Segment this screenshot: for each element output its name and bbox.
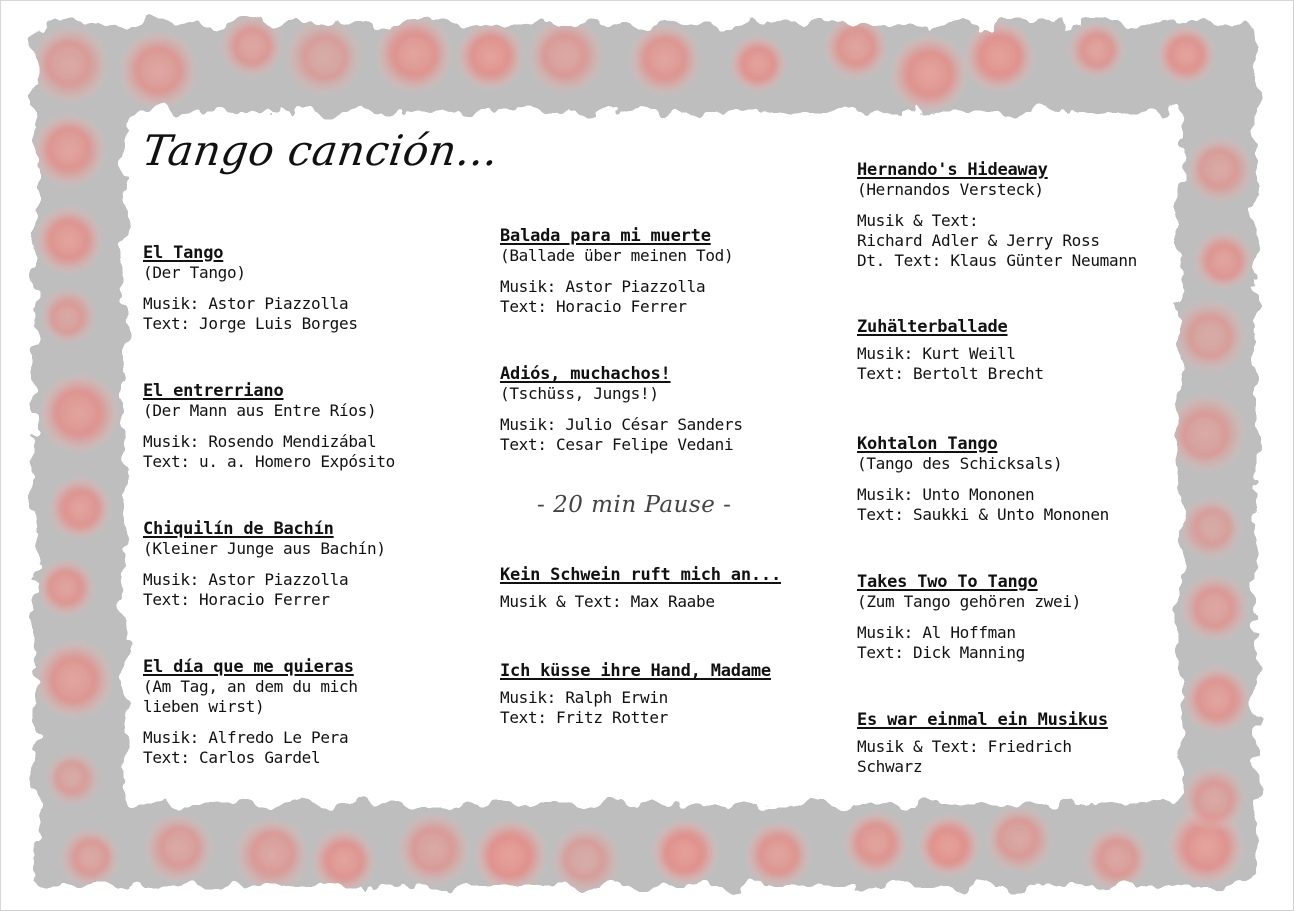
song-credits	[143, 728, 413, 768]
song-title: Es war einmal ein Musikus	[857, 710, 1108, 730]
song-subtitle: (Kleiner Junge aus Bachín)	[143, 539, 386, 558]
song-subtitle: (Zum Tango gehören zwei)	[857, 592, 1081, 611]
song-entry	[500, 661, 830, 728]
song-entry	[143, 657, 413, 768]
credit-line: Text: Carlos Gardel	[143, 748, 321, 767]
credit-line: Musik: Alfredo Le Pera	[143, 728, 349, 747]
credit-line: Text: u. a. Homero Expósito	[143, 452, 395, 471]
credit-line: Dt. Text: Klaus Günter Neumann	[857, 251, 1137, 270]
intermission-note: - 20 min Pause -	[537, 492, 732, 518]
song-title: Zuhälterballade	[857, 317, 1008, 337]
credit-line: Musik: Astor Piazzolla	[143, 294, 349, 313]
song-entry	[857, 710, 1108, 777]
credit-line: Text: Horacio Ferrer	[143, 590, 330, 609]
song-credits	[500, 688, 830, 728]
song-title: El Tango	[143, 243, 224, 263]
song-entry	[857, 160, 1187, 271]
credit-line: Musik: Astor Piazzolla	[500, 277, 706, 296]
song-credits	[500, 277, 830, 317]
song-entry	[500, 565, 830, 612]
credit-line: Musik & Text: Friedrich Schwarz	[857, 737, 1072, 776]
credit-line: Text: Saukki & Unto Mononen	[857, 505, 1109, 524]
credit-line: Musik: Kurt Weill	[857, 344, 1016, 363]
song-title: Kohtalon Tango	[857, 434, 998, 454]
song-entry	[143, 243, 473, 334]
song-title: Takes Two To Tango	[857, 572, 1038, 592]
song-title: Hernando's Hideaway	[857, 160, 1048, 180]
song-entry	[143, 519, 473, 610]
song-title: Chiquilín de Bachín	[143, 519, 334, 539]
song-subtitle: (Tango des Schicksals)	[857, 454, 1063, 473]
song-credits	[857, 623, 1187, 663]
song-title: Balada para mi muerte	[500, 226, 711, 246]
credit-line: Musik: Astor Piazzolla	[143, 570, 349, 589]
song-entry	[500, 364, 830, 455]
credit-line: Musik & Text: Max Raabe	[500, 592, 715, 611]
song-credits	[857, 737, 1092, 777]
credit-line: Text: Horacio Ferrer	[500, 297, 687, 316]
song-title: Kein Schwein ruft mich an...	[500, 565, 781, 585]
credit-line: Musik: Ralph Erwin	[500, 688, 668, 707]
song-title: El entrerriano	[143, 381, 284, 401]
page-title: Tango canción...	[139, 126, 502, 175]
credit-line: Text: Bertolt Brecht	[857, 364, 1044, 383]
song-subtitle: (Ballade über meinen Tod)	[500, 246, 734, 265]
credit-line: Richard Adler & Jerry Ross	[857, 231, 1100, 250]
song-credits	[143, 294, 473, 334]
song-credits	[857, 211, 1187, 271]
credit-line: Musik: Al Hoffman	[857, 623, 1016, 642]
credit-line: Musik: Unto Mononen	[857, 485, 1035, 504]
song-credits	[500, 415, 830, 455]
credit-line: Musik & Text:	[857, 211, 979, 230]
song-title: El día que me quieras	[143, 657, 354, 677]
song-entry	[500, 226, 830, 317]
song-credits	[500, 592, 830, 612]
credit-line: Musik: Rosendo Mendizábal	[143, 432, 377, 451]
credit-line: Text: Dick Manning	[857, 643, 1025, 662]
song-title: Ich küsse ihre Hand, Madame	[500, 661, 771, 681]
credit-line: Text: Fritz Rotter	[500, 708, 668, 727]
song-credits	[857, 485, 1187, 525]
song-subtitle: (Der Tango)	[143, 263, 246, 282]
credit-line: Text: Jorge Luis Borges	[143, 314, 358, 333]
song-credits	[857, 344, 1187, 384]
song-subtitle: (Der Mann aus Entre Ríos)	[143, 401, 377, 420]
song-entry	[143, 381, 473, 472]
song-subtitle: (Hernandos Versteck)	[857, 180, 1044, 199]
song-subtitle: (Am Tag, an dem du mich lieben wirst)	[143, 677, 358, 716]
credit-line: Musik: Julio César Sanders	[500, 415, 743, 434]
credit-line: Text: Cesar Felipe Vedani	[500, 435, 734, 454]
song-entry	[857, 572, 1187, 663]
song-entry	[857, 434, 1187, 525]
song-subtitle: (Tschüss, Jungs!)	[500, 384, 659, 403]
song-credits	[143, 570, 473, 610]
song-title: Adiós, muchachos!	[500, 364, 671, 384]
song-credits	[143, 432, 473, 472]
song-entry	[857, 317, 1187, 384]
